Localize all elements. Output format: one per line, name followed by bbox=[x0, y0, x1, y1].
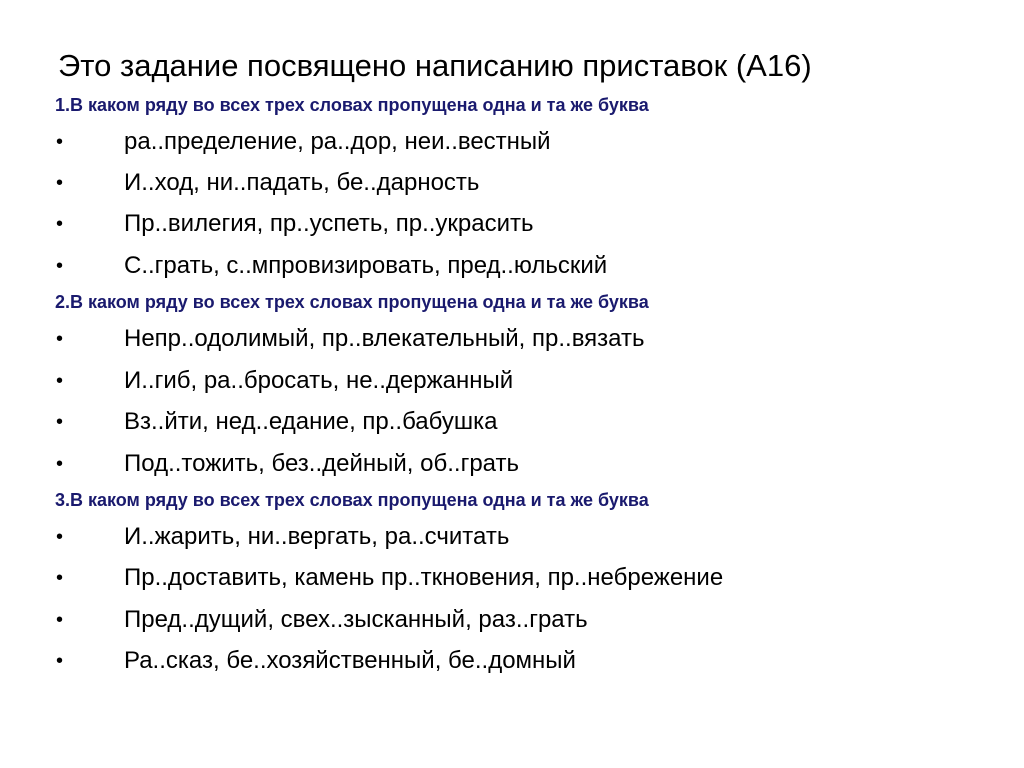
bullet: • bbox=[56, 328, 64, 350]
question-2-heading: 2.В каком ряду во всех трех словах пропущена одна и та же буква bbox=[55, 292, 649, 312]
bullet: • bbox=[56, 370, 64, 392]
question-1-option-1 bbox=[0, 125, 1024, 159]
question-3-option-2 bbox=[0, 561, 1024, 595]
option-text: Пр..вилегия, пр..успеть, пр..украсить bbox=[124, 210, 534, 237]
question-1-option-4 bbox=[0, 249, 1024, 283]
bullet: • bbox=[56, 453, 64, 475]
option-text: Вз..йти, нед..едание, пр..бабушка bbox=[124, 408, 498, 435]
question-2-option-1 bbox=[0, 322, 1024, 356]
bullet: • bbox=[56, 411, 64, 433]
bullet: • bbox=[56, 650, 64, 672]
option-text: ра..пределение, ра..дор, неи..вестный bbox=[124, 128, 551, 155]
question-2-option-2 bbox=[0, 364, 1024, 398]
slide-title: Это задание посвящено написанию приставок (А16) bbox=[58, 48, 812, 83]
bullet: • bbox=[56, 526, 64, 548]
question-2-option-3 bbox=[0, 405, 1024, 439]
option-text: И..гиб, ра..бросать, не..держанный bbox=[124, 367, 514, 394]
question-3-option-4 bbox=[0, 644, 1024, 678]
option-text: Ра..сказ, бе..хозяйственный, бе..домный bbox=[124, 647, 576, 674]
bullet: • bbox=[56, 213, 64, 235]
bullet: • bbox=[56, 131, 64, 153]
option-text: Пр..доставить, камень пр..ткновения, пр..небрежение bbox=[124, 564, 724, 591]
question-1-heading: 1.В каком ряду во всех трех словах пропущена одна и та же буква bbox=[55, 95, 649, 115]
bullet: • bbox=[56, 609, 64, 631]
option-text: Под..тожить, без..дейный, об..грать bbox=[124, 450, 519, 477]
option-text: И..жарить, ни..вергать, ра..считать bbox=[124, 523, 510, 550]
bullet: • bbox=[56, 255, 64, 277]
question-2-option-4 bbox=[0, 447, 1024, 481]
option-text: Пред..дущий, свех..зысканный, раз..грать bbox=[124, 606, 588, 633]
question-3-option-1 bbox=[0, 520, 1024, 554]
bullet: • bbox=[56, 567, 64, 589]
option-text: И..ход, ни..падать, бе..дарность bbox=[124, 169, 480, 196]
question-3-option-3 bbox=[0, 603, 1024, 637]
question-3-heading: 3.В каком ряду во всех трех словах пропущена одна и та же буква bbox=[55, 490, 649, 510]
option-text: С..грать, с..мпровизировать, пред..юльский bbox=[124, 252, 608, 279]
question-1-option-3 bbox=[0, 207, 1024, 241]
option-text: Непр..одолимый, пр..влекательный, пр..вязать bbox=[124, 325, 645, 352]
question-1-option-2 bbox=[0, 166, 1024, 200]
bullet: • bbox=[56, 172, 64, 194]
